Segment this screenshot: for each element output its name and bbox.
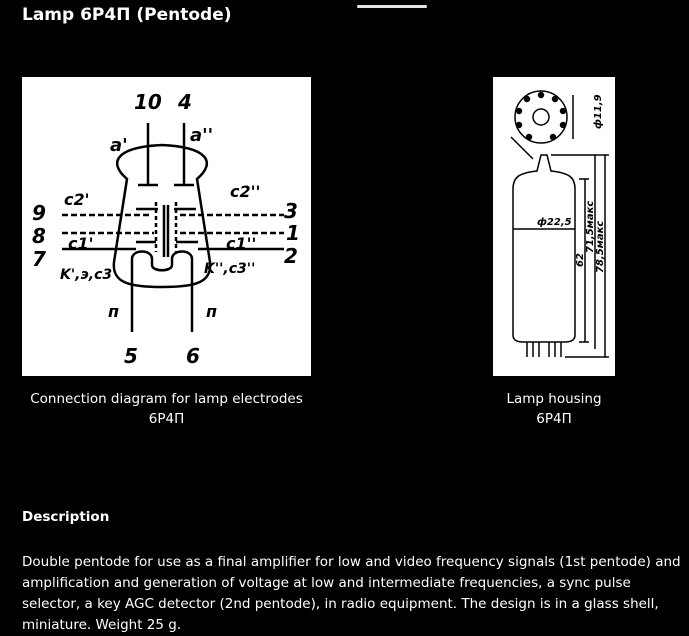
grid2-1-label: c2' [64,190,90,209]
grid2-2-label: c2'' [230,182,261,201]
caption-title: Lamp housing [506,391,602,407]
pin-5-label: 5 [124,344,138,368]
caption-title: Connection diagram for lamp electrodes [30,391,303,407]
caption-model: 6P4П [148,411,185,427]
page-title: Lamp 6P4П (Pentode) [22,5,232,25]
cathode-2-label: K'',c3'' [204,261,256,277]
scroll-indicator [357,5,427,8]
description-text: Double pentode for use as a final amplifier for low and video frequency signals (1st pentode) and amplification and generation of voltage at low and intermediate frequencies, a sync pulse selector, a key AGC detector (2nd pentode), in radio equipment. The design is in a glass shell, miniature. Weight 25 g. [22,554,681,633]
connection-diagram-caption [22,389,311,429]
anode-1-label: a' [110,135,128,156]
pin-6-label: 6 [186,344,200,368]
pin-8-label: 8 [32,224,46,248]
lamp-housing-svg [493,77,615,376]
dim-78-label: 78,5макс [595,220,606,273]
pin-7-label: 7 [32,247,46,271]
connection-diagram-svg [22,77,311,376]
pin-9-label: 9 [32,201,46,225]
lamp-housing-caption [493,389,615,429]
caption-model: 6P4П [536,411,572,427]
body-diameter-label: ф22,5 [537,217,572,228]
heater-2-label: п [206,302,218,321]
base-diameter-label: ф11,9 [593,94,604,129]
anode-2-label: a'' [190,125,214,146]
dim-62-label: 62 [575,253,586,267]
lamp-housing-image [493,77,615,376]
pin-3-label: 3 [284,199,298,223]
dim-71-label: 71,5макс [585,200,596,253]
cathode-1-label: K',э,c3' [60,267,117,283]
grid1-1-label: c1' [68,234,94,253]
heater-1-label: п [108,302,120,321]
pin-1-label: 1 [286,221,300,245]
pin-10-label: 10 [134,90,162,114]
pin-4-label: 4 [178,90,192,114]
pin-2-label: 2 [284,244,298,268]
connection-diagram-image [22,77,311,376]
description-heading: Description [22,509,110,525]
grid1-2-label: c1'' [226,234,257,253]
